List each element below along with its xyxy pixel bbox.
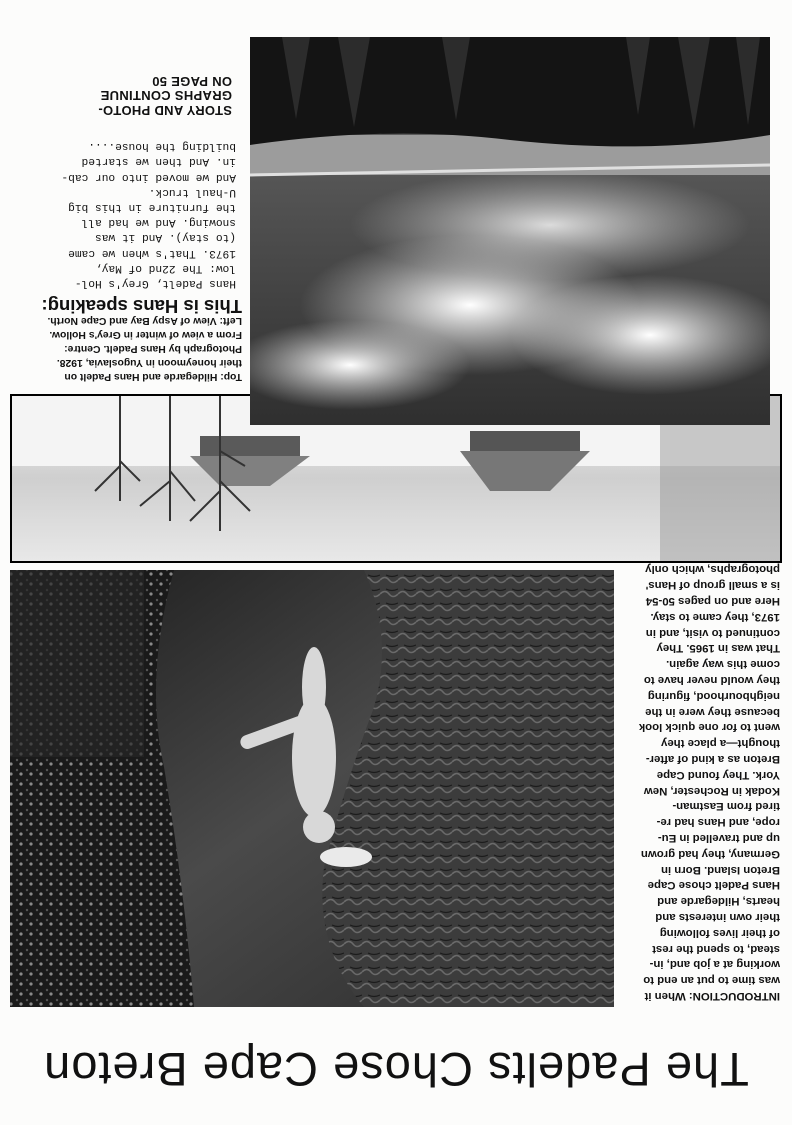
intro-line: stead, to spend the rest bbox=[652, 942, 780, 955]
quote-line: the furniture in this big bbox=[68, 200, 236, 213]
intro-line: went to for one quick look bbox=[638, 721, 780, 734]
speaker-heading: This is Hans speaking: bbox=[41, 296, 242, 317]
caption-line: Left: View of Aspy Bay and Cape North. bbox=[47, 315, 242, 326]
intro-line: up and travelled in Eu- bbox=[657, 832, 780, 845]
intro-line: their own interests and bbox=[655, 911, 780, 924]
intro-line: of their lives following bbox=[659, 926, 780, 939]
introduction-text bbox=[608, 513, 780, 1003]
intro-line: thought—a place they bbox=[661, 737, 780, 750]
quote-line: Hans Padelt, Grey's Hol- bbox=[74, 277, 236, 289]
quote-line: (to stay). And it was bbox=[95, 231, 236, 244]
photo-caption bbox=[6, 313, 242, 383]
intro-line: INTRODUCTION: When it bbox=[644, 990, 780, 1002]
intro-line: working at a job and, in- bbox=[649, 958, 780, 971]
intro-line: 1973, they came to stay. bbox=[650, 610, 780, 623]
continuation-note bbox=[10, 74, 232, 118]
aspy-bay-photo bbox=[250, 37, 770, 425]
continue-line: ON PAGE 50 bbox=[151, 74, 232, 89]
quote-line: low: The 22nd of May, bbox=[95, 261, 236, 274]
quote-line: in. And then we started bbox=[81, 155, 236, 168]
intro-line: Here and on pages 50-54 bbox=[645, 595, 780, 608]
article-title: The Padelts Chose Cape Breton bbox=[43, 1043, 749, 1096]
intro-line: because they were in the bbox=[645, 705, 780, 718]
intro-line: That was in 1965. They bbox=[656, 642, 780, 655]
intro-line: Kodak in Rochester, New bbox=[643, 784, 780, 797]
quote-line: U-haul truck. bbox=[148, 185, 236, 198]
intro-line: tired from Eastman- bbox=[672, 800, 780, 813]
intro-line: was time to put an end to bbox=[643, 974, 780, 987]
intro-line: Breton as a kind of after- bbox=[645, 753, 780, 766]
caption-line: their honeymoon in Yugoslavia, 1928. bbox=[56, 357, 242, 368]
aspy-bay-photo-art bbox=[250, 37, 770, 425]
intro-line: rope, and Hans had re- bbox=[656, 816, 780, 829]
continue-line: GRAPHS CONTINUE bbox=[100, 88, 232, 104]
intro-line: they would never have to bbox=[643, 674, 780, 687]
honeymoon-photo-art bbox=[10, 570, 614, 1007]
caption-line: From a view of winter in Grey's Hollow. bbox=[49, 329, 242, 340]
intro-line: York. They found Cape bbox=[656, 768, 780, 781]
intro-line: continued to visit, and in bbox=[645, 626, 780, 639]
quote-line: 1973. That's when we came bbox=[68, 246, 236, 259]
intro-line: Germany, they had grown bbox=[640, 847, 780, 860]
intro-line: Breton Island. Born in bbox=[661, 863, 780, 876]
quote-line: snowing. And we had all bbox=[81, 216, 236, 229]
caption-line: Photograph by Hans Padelt. Centre: bbox=[64, 343, 242, 354]
intro-line: Hans Padelt chose Cape bbox=[647, 879, 780, 892]
hans-quote bbox=[10, 138, 236, 290]
intro-line: come this way again. bbox=[666, 658, 780, 671]
quote-line: building the house.... bbox=[88, 140, 236, 153]
intro-line: neighbourhood, figuring bbox=[647, 689, 780, 702]
intro-line: hearts, Hildegarde and bbox=[657, 895, 780, 908]
continue-line: STORY AND PHOTO- bbox=[98, 103, 232, 118]
quote-line: And we moved into our cab- bbox=[61, 170, 236, 183]
intro-line: is a small group of Hans' bbox=[645, 579, 780, 592]
intro-line: photographs, which only bbox=[645, 563, 780, 576]
caption-line: Top: Hildegarde and Hans Padelt on bbox=[64, 371, 242, 382]
honeymoon-photo bbox=[10, 570, 614, 1007]
